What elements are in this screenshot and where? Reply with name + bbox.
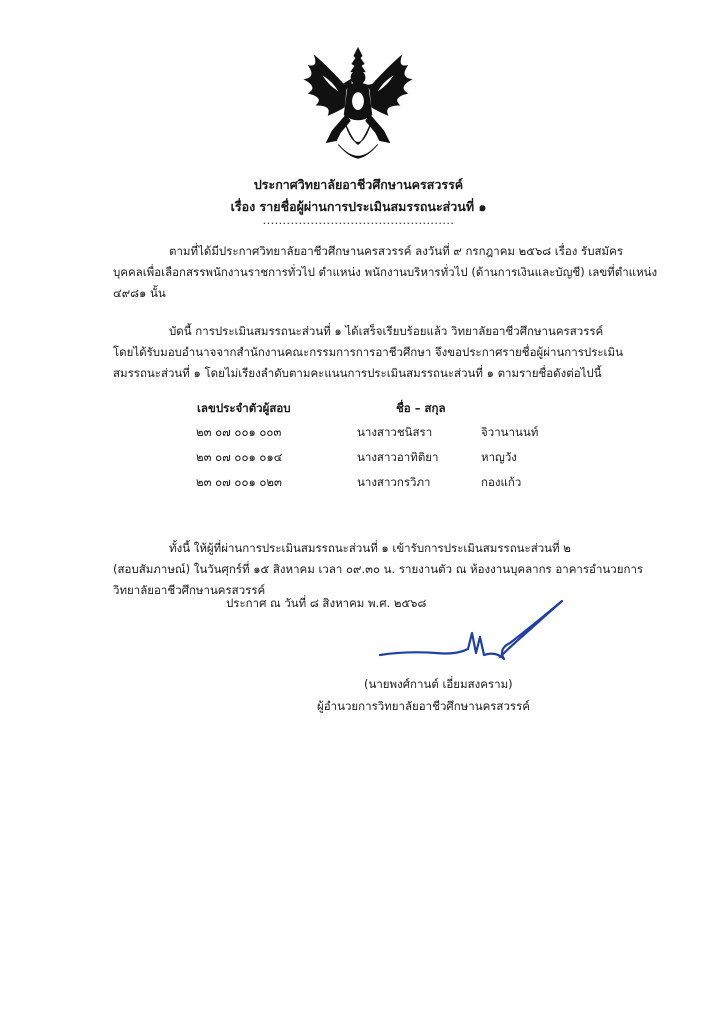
announcement-subject: เรื่อง รายชื่อผู้ผ่านการประเมินสมรรถนะส่วนที่ ๑ bbox=[230, 199, 487, 214]
table-header bbox=[196, 400, 576, 424]
exam-id-cell: ๒๓ ๐๗ ๐๐๑ ๐๐๓ bbox=[196, 425, 282, 439]
header-full-name: ชื่อ – สกุล bbox=[396, 401, 446, 415]
paragraph-line: บัดนี้ การประเมินสมรรถนะส่วนที่ ๑ ได้เสร็จเรียบร้อยแล้ว วิทยาลัยอาชีวศึกษานครสวรรค์ bbox=[169, 324, 604, 338]
paragraph-line: ๔๙๘๑ นั้น bbox=[113, 286, 166, 300]
paragraph-line: ทั้งนี้ ให้ผู้ที่ผ่านการประเมินสมรรถนะส่วนที่ ๑ เข้ารับการประเมินสมรรถนะส่วนที่ ๒ bbox=[169, 541, 571, 555]
paragraph-line: วิทยาลัยอาชีวศึกษานครสวรรค์ bbox=[113, 583, 266, 597]
paragraph-reference bbox=[113, 241, 658, 304]
paragraph-line: บุคคลเพื่อเลือกสรรพนักงานราชการทั่วไป ตำแหน่ง พนักงานบริหารทั่วไป (ด้านการเงินและบัญชี) เลขที่ตำแหน่ง bbox=[113, 265, 658, 279]
table-row bbox=[196, 424, 576, 449]
paragraph-result bbox=[113, 321, 623, 384]
last-name-cell: หาญวัง bbox=[481, 450, 517, 464]
announcement-title: ประกาศวิทยาลัยอาชีวศึกษานครสวรรค์ bbox=[253, 177, 464, 192]
announcement-date: ประกาศ ณ วันที่ ๘ สิงหาคม พ.ศ. ๒๕๖๘ bbox=[226, 596, 427, 610]
first-name-cell: นางสาวชนิสรา bbox=[357, 425, 433, 439]
signer-name: (นายพงศ์กานต์ เอี่ยมสงคราม) bbox=[364, 677, 513, 691]
first-name-cell: นางสาวอาทิติยา bbox=[357, 450, 439, 464]
exam-id-cell: ๒๓ ๐๗ ๐๐๑ ๐๒๓ bbox=[196, 475, 282, 489]
paragraph-line: สมรรถนะส่วนที่ ๑ โดยไม่เรียงลำดับตามคะแนนการประเมินสมรรถนะส่วนที่ ๑ ตามรายชื่อดังต่อไปนี้ bbox=[113, 366, 602, 380]
handwritten-signature bbox=[376, 593, 576, 673]
paragraph-line: ตามที่ได้มีประกาศวิทยาลัยอาชีวศึกษานครสวรรค์ ลงวันที่ ๙ กรกฎาคม ๒๕๖๘ เรื่อง รับสมัคร bbox=[169, 244, 623, 258]
paragraph-interview bbox=[113, 538, 644, 601]
exam-id-cell: ๒๓ ๐๗ ๐๐๑ ๐๑๔ bbox=[196, 450, 283, 464]
paragraph-line: โดยได้รับมอบอำนาจจากสำนักงานคณะกรรมการการอาชีวศึกษา จึงขอประกาศรายชื่อผู้ผ่านการประเมิน bbox=[113, 345, 623, 359]
title-separator: ................................................ bbox=[262, 214, 455, 227]
garuda-emblem-icon bbox=[299, 46, 417, 170]
candidate-table bbox=[196, 400, 576, 499]
header-exam-id: เลขประจำตัวผู้สอบ bbox=[197, 401, 291, 415]
last-name-cell: จิวานานนท์ bbox=[481, 425, 539, 439]
paragraph-line: (สอบสัมภาษณ์) ในวันศุกร์ที่ ๑๕ สิงหาคม เวลา ๐๙.๓๐ น. รายงานตัว ณ ห้องงานบุคลากร อาคารอำนวยการ bbox=[113, 562, 644, 576]
table-row bbox=[196, 474, 576, 499]
first-name-cell: นางสาวกรวิภา bbox=[357, 475, 431, 489]
last-name-cell: กองแก้ว bbox=[481, 475, 522, 489]
table-row bbox=[196, 449, 576, 474]
signer-position: ผู้อำนวยการวิทยาลัยอาชีวศึกษานครสวรรค์ bbox=[317, 699, 530, 713]
